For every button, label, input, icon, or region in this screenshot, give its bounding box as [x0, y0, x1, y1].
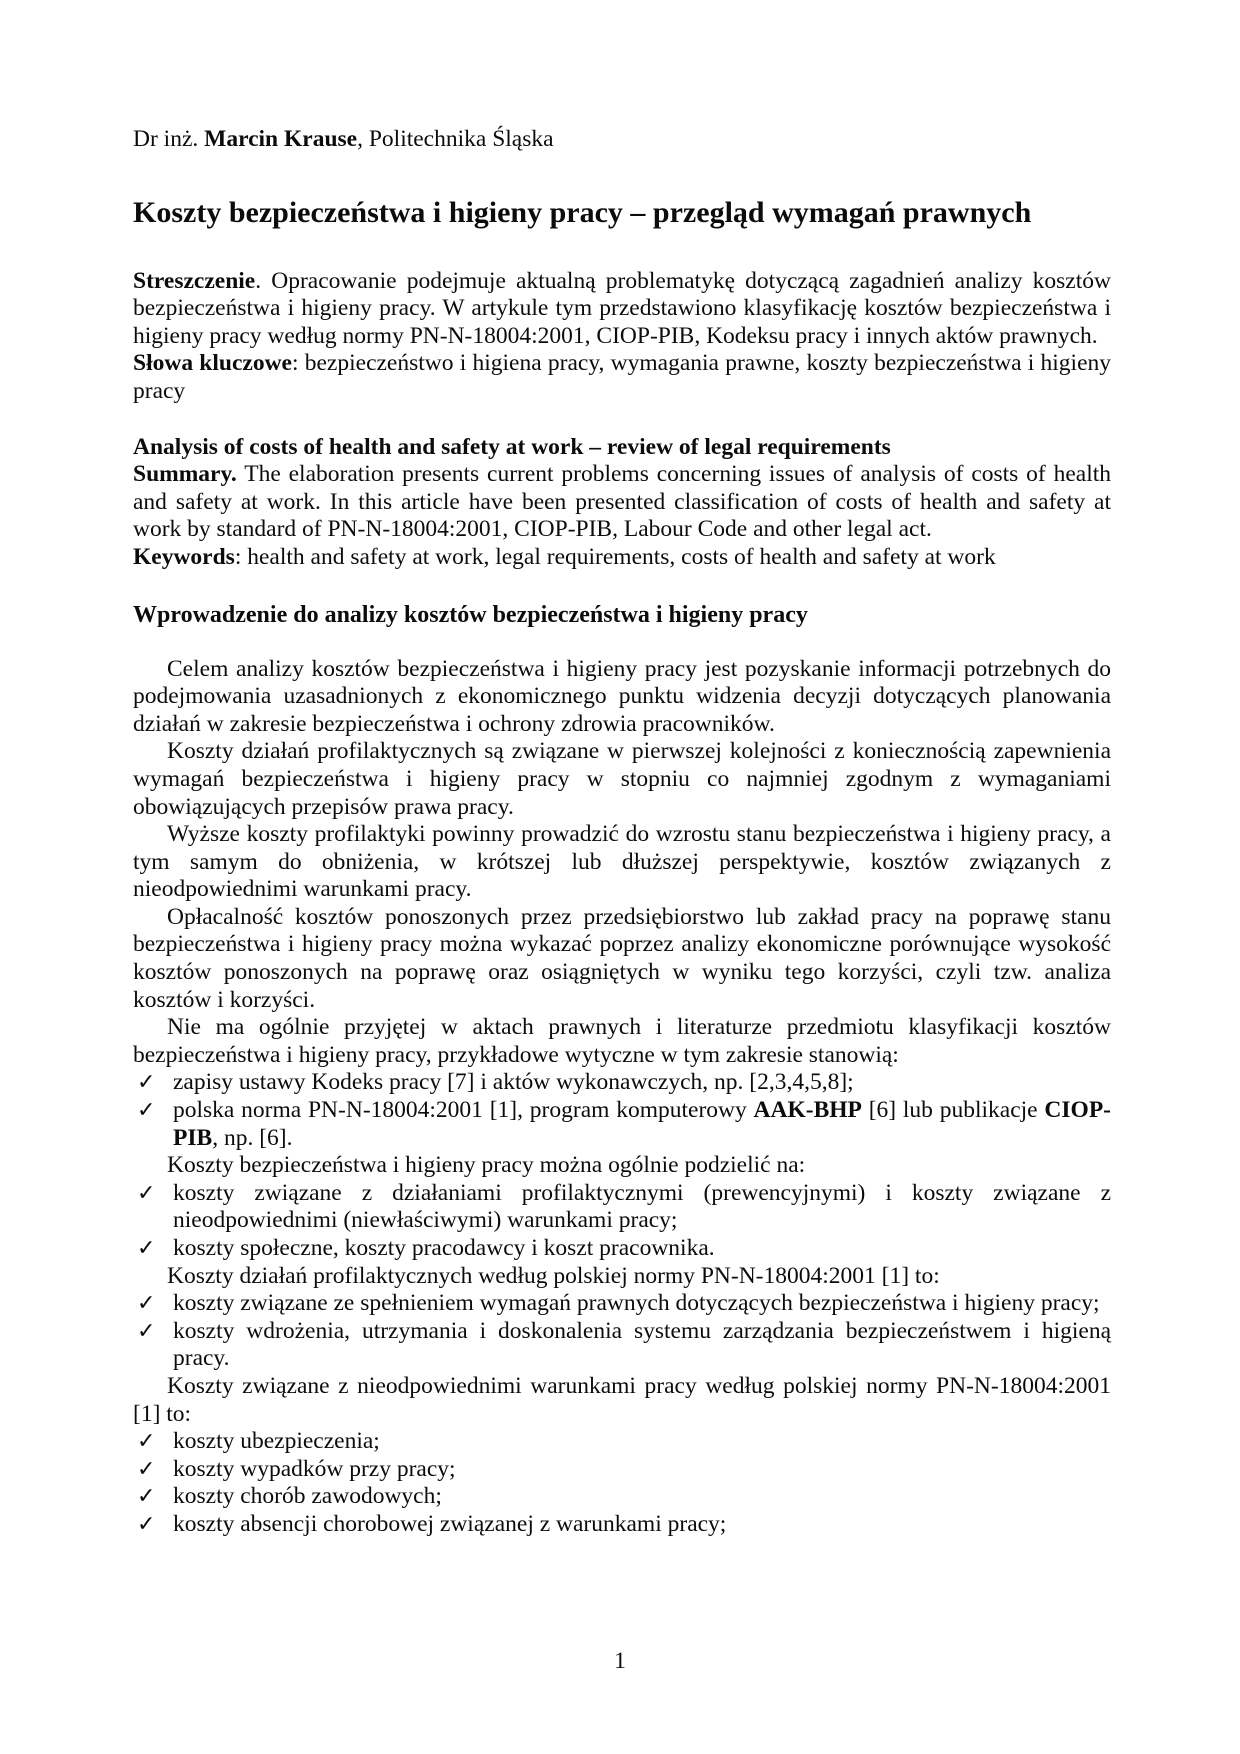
author-affiliation: , Politechnika Śląska [357, 126, 554, 152]
paragraph: Koszty związane z nieodpowiednimi warunkami pracy według polskiej normy PN-N-18004:2001 [1] to: [133, 1372, 1111, 1427]
paragraph: Opłacalność kosztów ponoszonych przez przedsiębiorstwo lub zakład pracy na poprawę stanu bezpieczeństwa i higieny pracy można wykazać poprzez analizy ekonomiczne porównujące wysokość kosztów ponoszonych na poprawę oraz osiągniętych w wyniku tego korzyści, czyli tzw. analiza kosztów i korzyści. [133, 903, 1111, 1013]
paragraph: Koszty działań profilaktycznych według polskiej normy PN-N-18004:2001 [1] to: [167, 1262, 940, 1289]
paragraph: Celem analizy kosztów bezpieczeństwa i higieny pracy jest pozyskanie informacji potrzebnych do podejmowania uzasadnionych z ekonomicznego punktu widzenia decyzji dotyczących planowania działań w zakresie bezpieczeństwa i ochrony zdrowia pracowników. [133, 655, 1111, 737]
check-bullet-icon: ✓ [137, 1180, 156, 1206]
list-item-text: koszty społeczne, koszty pracodawcy i koszt pracownika. [173, 1235, 715, 1261]
keywords-en-text: : health and safety at work, legal requirements, costs of health and safety at work [234, 543, 996, 570]
keywords-pl-label: Słowa kluczowe [133, 350, 292, 377]
list-item [133, 1428, 1111, 1456]
list-item-text: koszty wypadków przy pracy; [173, 1455, 456, 1482]
list-item-text: koszty wdrożenia, utrzymania i doskonalenia systemu zarządzania bezpieczeństwem i higieną pracy. [173, 1317, 1111, 1372]
check-bullet-icon: ✓ [137, 1098, 156, 1124]
check-bullet-icon: ✓ [137, 1484, 156, 1510]
section-heading-introduction: Wprowadzenie do analizy kosztów bezpieczeństwa i higieny pracy [133, 601, 808, 628]
check-bullet-icon: ✓ [137, 1511, 156, 1537]
abstract-pl-block [133, 268, 1111, 406]
list-item [133, 1097, 1111, 1152]
keywords-pl-text: : bezpieczeństwo i higiena pracy, wymagania prawne, koszty bezpieczeństwa i higieny pracy [133, 350, 1111, 404]
author-name: Marcin Krause [204, 126, 358, 152]
summary-en-text: The elaboration presents current problems concerning issues of analysis of costs of health and safety at work. In this article have been presented classification of costs of health and safety at work by standard of PN-N-18004:2001, CIOP-PIB, Labour Code and other legal act. [133, 461, 1111, 543]
paragraph: Wyższe koszty profilaktyki powinny prowadzić do wzrostu stanu bezpieczeństwa i higieny pracy, a tym samym do obniżenia, w krótszej lub dłuższej perspektywie, kosztów związanych z nieodpowiednimi warunkami pracy. [133, 821, 1111, 903]
summary-en-paragraph [133, 461, 1111, 544]
abstract-pl-text: . Opracowanie podejmuje aktualną problematykę dotyczącą zagadnień analizy kosztów bezpieczeństwa i higieny pracy. W artykule tym przedstawiono klasyfikację kosztów bezpieczeństwa i higieny pracy według normy PN-N-18004:2001, CIOP-PIB, Kodeksu pracy i innych aktów prawnych. [133, 267, 1111, 349]
check-bullet-icon: ✓ [137, 1291, 156, 1317]
list-item [133, 1290, 1111, 1318]
check-bullet-icon: ✓ [137, 1236, 156, 1261]
list-item-text: koszty chorób zawodowych; [173, 1483, 442, 1510]
list-item [133, 1456, 1111, 1484]
check-bullet-icon: ✓ [137, 1456, 156, 1482]
paragraph: Koszty działań profilaktycznych są związane w pierwszej kolejności z koniecznością zapewnienia wymagań bezpieczeństwa i higieny pracy w stopniu co najmniej zgodnym z wymaganiami obowiązujących przepisów prawa pracy. [133, 738, 1111, 820]
keywords-en-label: Keywords [133, 543, 235, 570]
list-item-text-run: [6] lub publikacje [861, 1097, 1045, 1124]
list-item-text: zapisy ustawy Kodeks pracy [7] i aktów wykonawczych, np. [2,3,4,5,8]; [173, 1069, 854, 1096]
list-item-text-run: , np. [6]. [212, 1124, 293, 1151]
author-prefix: Dr inż. [133, 126, 205, 152]
list-item [133, 1483, 1111, 1511]
keywords-en-paragraph [133, 544, 1111, 572]
paragraph: Koszty bezpieczeństwa i higieny pracy można ogólnie podzielić na: [167, 1152, 806, 1179]
page-number: 1 [614, 1648, 626, 1674]
list-item [133, 1511, 1111, 1539]
list-item-text: koszty związane z działaniami profilaktycznymi (prewencyjnymi) i koszty związane z nieodpowiednimi (niewłaściwymi) warunkami pracy; [173, 1179, 1111, 1234]
check-bullet-icon: ✓ [137, 1318, 156, 1344]
list-item [133, 1235, 1111, 1263]
abstract-pl-paragraph [133, 268, 1111, 351]
article-title-en: Analysis of costs of health and safety at work – review of legal requirements [133, 433, 891, 460]
abstract-en-block [133, 434, 1111, 572]
keywords-pl-paragraph [133, 350, 1111, 405]
list-item-text [173, 1097, 1111, 1151]
list-item-text: koszty absencji chorobowej związanej z warunkami pracy; [173, 1510, 727, 1537]
abstract-pl-label: Streszczenie [133, 267, 256, 294]
list-item-text: koszty ubezpieczenia; [173, 1428, 380, 1455]
check-bullet-icon: ✓ [137, 1429, 156, 1455]
check-bullet-icon: ✓ [137, 1070, 156, 1096]
list-item-text-run: polska norma PN-N-18004:2001 [1], program komputerowy [173, 1097, 754, 1124]
list-item [133, 1180, 1111, 1235]
paragraph: Nie ma ogólnie przyjętej w aktach prawnych i literaturze przedmiotu klasyfikacji kosztów bezpieczeństwa i higieny pracy, przykładowe wytyczne w tym zakresie stanowią: [133, 1014, 1111, 1068]
list-item-bold-run: AAK-BHP [753, 1097, 862, 1124]
page-content [133, 126, 1111, 1539]
summary-en-label: Summary. [133, 461, 237, 488]
article-title: Koszty bezpieczeństwa i higieny pracy – przegląd wymagań prawnych [133, 195, 1032, 229]
list-item [133, 1318, 1111, 1373]
section-body [133, 656, 1111, 1539]
list-item-text: koszty związane ze spełnieniem wymagań prawnych dotyczących bezpieczeństwa i higieny pracy; [173, 1290, 1100, 1317]
list-item-bold-run: CIOP-PIB [173, 1097, 1111, 1151]
list-item [133, 1069, 1111, 1097]
author-line [133, 126, 1111, 154]
